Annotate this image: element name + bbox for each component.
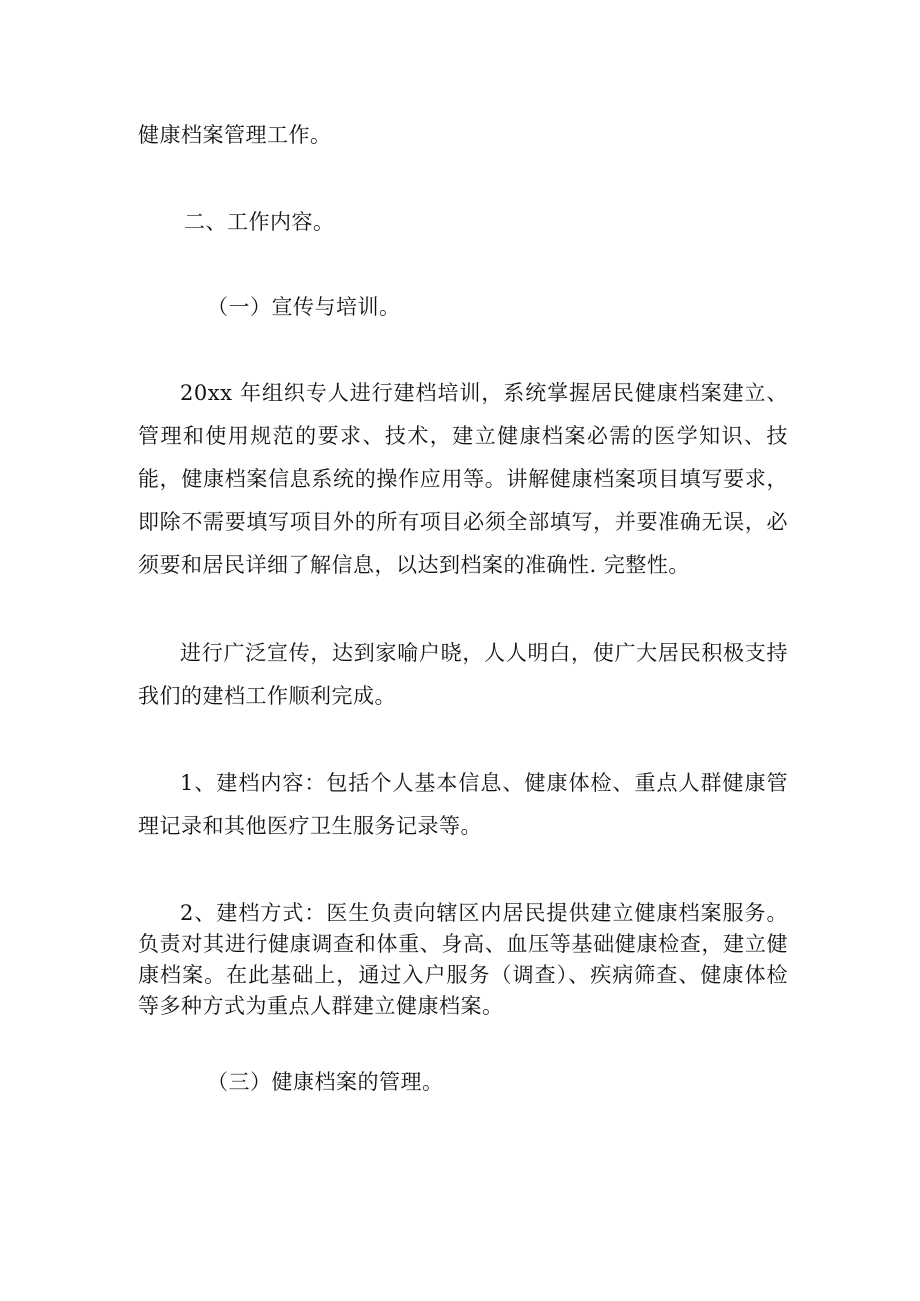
paragraph-archive-content: 1、建档内容：包括个人基本信息、健康体检、重点人群健康管理记录和其他医疗卫生服务记录等。 <box>138 771 788 838</box>
paragraph-publicity: 进行广泛宣传，达到家喻户晓，人人明白，使广大居民积极支持我们的建档工作顺利完成。 <box>138 641 788 708</box>
continuation-text: 健康档案管理工作。 <box>138 123 332 147</box>
subsection-heading-publicity-training: （一）宣传与培训。 <box>207 295 401 319</box>
section-heading-work-content: 二、工作内容。 <box>184 210 335 234</box>
paragraph-training: 20xx 年组织专人进行建档培训，系统掌握居民健康档案建立、管理和使用规范的要求、技术，建立健康档案必需的医学知识、技能，健康档案信息系统的操作应用等。讲解健康档案项目填写要求，即除不需要填写项目外的所有项目必须全部填写，并要准确无误，必须要和居民详细了解信息，以达到档案的准确性. 完整性。 <box>138 381 788 577</box>
subsection-heading-archive-management: （三）健康档案的管理。 <box>207 1070 444 1094</box>
paragraph-archive-method: 2、建档方式：医生负责向辖区内居民提供建立健康档案服务。负责对其进行健康调查和体重、身高、血压等基础健康检查，建立健康档案。在此基础上，通过入户服务（调查）、疾病筛查、健康体检等多种方式为重点人群建立健康档案。 <box>138 901 788 1018</box>
